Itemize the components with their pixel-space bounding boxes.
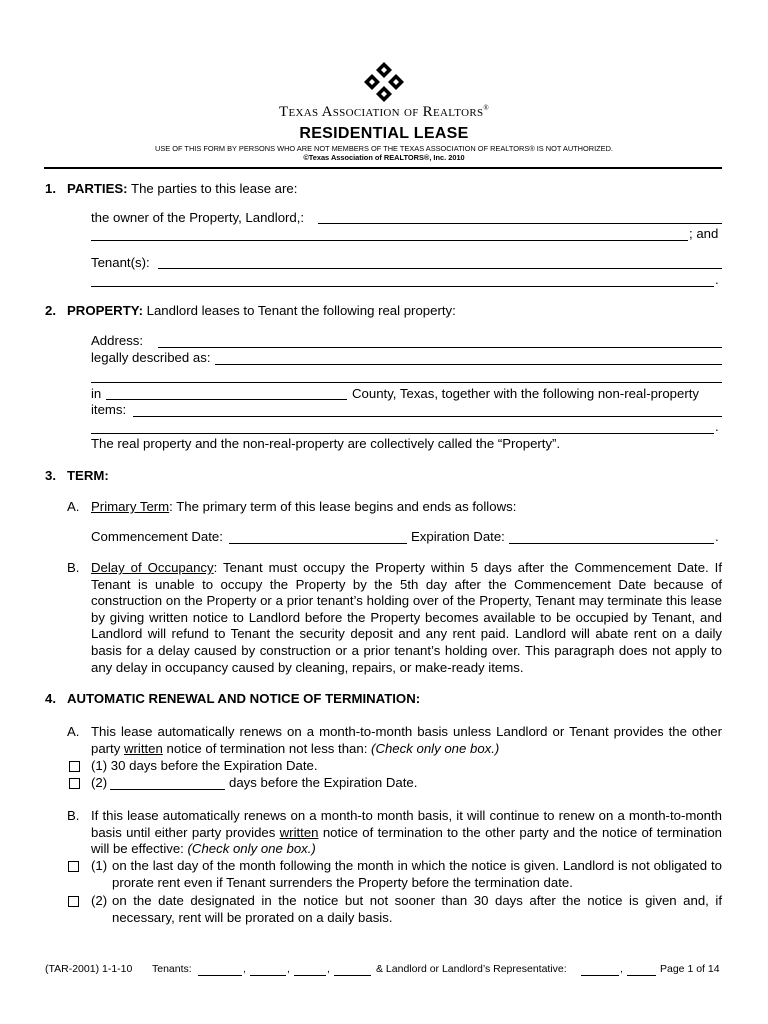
section-4-heading: AUTOMATIC RENEWAL AND NOTICE OF TERMINATION:: [67, 691, 421, 706]
option-custom-days-number: (2): [91, 775, 108, 790]
items-label: items:: [91, 402, 127, 417]
items-field[interactable]: [133, 416, 722, 417]
section-2-heading-line: PROPERTY: Landlord leases to Tenant the following real property:: [67, 303, 456, 318]
renewal-notice-paragraph: This lease automatically renews on a month-to-month basis unless Landlord or Tenant provides the other party written notice of termination not less than: (Check only one box.): [91, 724, 722, 756]
county-text: County, Texas, together with the following non-real-property: [352, 386, 699, 401]
form-title: RESIDENTIAL LEASE: [299, 125, 469, 142]
footer-sep-3: ,: [327, 963, 330, 975]
section-3-heading: TERM:: [67, 468, 109, 483]
tar-logo-icon: [362, 62, 406, 106]
footer-sep-2: ,: [287, 963, 290, 975]
header-rule: [44, 167, 722, 169]
checkbox-last-day-of-month[interactable]: [68, 861, 79, 872]
landlord-name-field-2[interactable]: [91, 240, 688, 241]
tenant-initials-1[interactable]: [198, 975, 242, 976]
primary-term-line: Primary Term: The primary term of this lease begins and ends as follows:: [91, 499, 517, 514]
option-30-days: (1) 30 days before the Expiration Date.: [91, 758, 318, 773]
option-custom-days-text: days before the Expiration Date.: [229, 775, 418, 790]
section-4a-letter: A.: [67, 724, 80, 739]
form-id: (TAR-2001) 1-1-10: [45, 963, 133, 975]
expiration-date-field[interactable]: [509, 543, 714, 544]
section-3-number: 3.: [45, 468, 56, 483]
section-3a-letter: A.: [67, 499, 80, 514]
footer-tenants-label: Tenants:: [152, 963, 192, 975]
footer-landlord-label: & Landlord or Landlord’s Representative:: [376, 963, 567, 975]
organization-name: Texas Association of Realtors®: [279, 104, 489, 120]
copyright-line: ©Texas Association of REALTORS®, Inc. 2010: [303, 153, 465, 162]
delay-of-occupancy-paragraph: Delay of Occupancy: Tenant must occupy the Property within 5 days after the Commencement Date. If Tenant is unable to occupy the Property by the 5th day after the Commencement Date because of construction on the Property or a prior tenant’s holding over of the Property, Tenant may terminate this lease by giving written notice to Landlord before the Property becomes available to be occupied by Tenant, and Landlord will refund to Tenant the security deposit and any rent paid. Landlord will abate rent on a daily basis for a delay caused by construction or a prior tenant’s holding over. This paragraph does not apply to any delay in occupancy caused by cleaning, repairs, or make-ready items.: [91, 560, 722, 675]
section-4b-letter: B.: [67, 808, 80, 823]
b-option-1-text: on the last day of the month following the month in which the notice is given. Landlord is not obligated to prorate rent even if Tenant surrenders the Property before the termination date.: [112, 858, 722, 890]
footer-sep-4: ,: [620, 963, 623, 975]
section-3b-letter: B.: [67, 560, 80, 575]
legal-description-field[interactable]: [215, 364, 722, 365]
landlord-initials-1[interactable]: [581, 975, 619, 976]
landlord-label: the owner of the Property, Landlord,:: [91, 210, 305, 225]
section-4-number: 4.: [45, 691, 56, 706]
expiration-period: .: [715, 529, 719, 544]
checkbox-30-days[interactable]: [69, 761, 80, 772]
items-field-2[interactable]: [91, 433, 714, 434]
and-text: ; and: [689, 226, 719, 241]
checkbox-custom-days[interactable]: [69, 778, 80, 789]
landlord-initials-2[interactable]: [627, 975, 656, 976]
custom-days-field[interactable]: [110, 789, 225, 790]
commencement-date-field[interactable]: [229, 543, 407, 544]
tenants-period: .: [715, 272, 719, 287]
commencement-label: Commencement Date:: [91, 529, 223, 544]
renewal-continuation-paragraph: If this lease automatically renews on a month-to month basis, it will continue to renew on a month-to-month basis until either party provides written notice of termination to the other party and the notice of termination will be effective: (Check only one box.): [91, 808, 723, 857]
items-period: .: [715, 419, 719, 434]
tenant-initials-2[interactable]: [250, 975, 286, 976]
tenants-field-2[interactable]: [91, 286, 714, 287]
b-option-1-number: (1): [91, 858, 108, 873]
expiration-label: Expiration Date:: [411, 529, 505, 544]
b-option-2-text: on the date designated in the notice but not sooner than 30 days after the notice is given and, if necessary, rent will be prorated on a daily basis.: [112, 893, 722, 925]
legal-description-field-2[interactable]: [91, 382, 722, 383]
footer-sep-1: ,: [243, 963, 246, 975]
landlord-name-field[interactable]: [318, 223, 722, 224]
tenant-initials-4[interactable]: [334, 975, 371, 976]
legal-description-label: legally described as:: [91, 350, 211, 365]
tenant-initials-3[interactable]: [294, 975, 326, 976]
section-2-number: 2.: [45, 303, 56, 318]
usage-notice: USE OF THIS FORM BY PERSONS WHO ARE NOT MEMBERS OF THE TEXAS ASSOCIATION OF REALTORS® IS NOT AUTHORIZED.: [155, 144, 613, 153]
tenants-label: Tenant(s):: [91, 255, 150, 270]
checkbox-designated-date[interactable]: [68, 896, 79, 907]
section-1-number: 1.: [45, 181, 56, 196]
in-label: in: [91, 386, 102, 401]
address-field[interactable]: [158, 347, 722, 348]
page-number: Page 1 of 14: [660, 963, 720, 975]
section-1-heading-line: PARTIES: The parties to this lease are:: [67, 181, 298, 196]
b-option-2-number: (2): [91, 893, 108, 908]
address-label: Address:: [91, 333, 144, 348]
tenants-field[interactable]: [158, 268, 722, 269]
property-collective-text: The real property and the non-real-property are collectively called the “Property”.: [91, 436, 561, 451]
county-field[interactable]: [106, 399, 347, 400]
